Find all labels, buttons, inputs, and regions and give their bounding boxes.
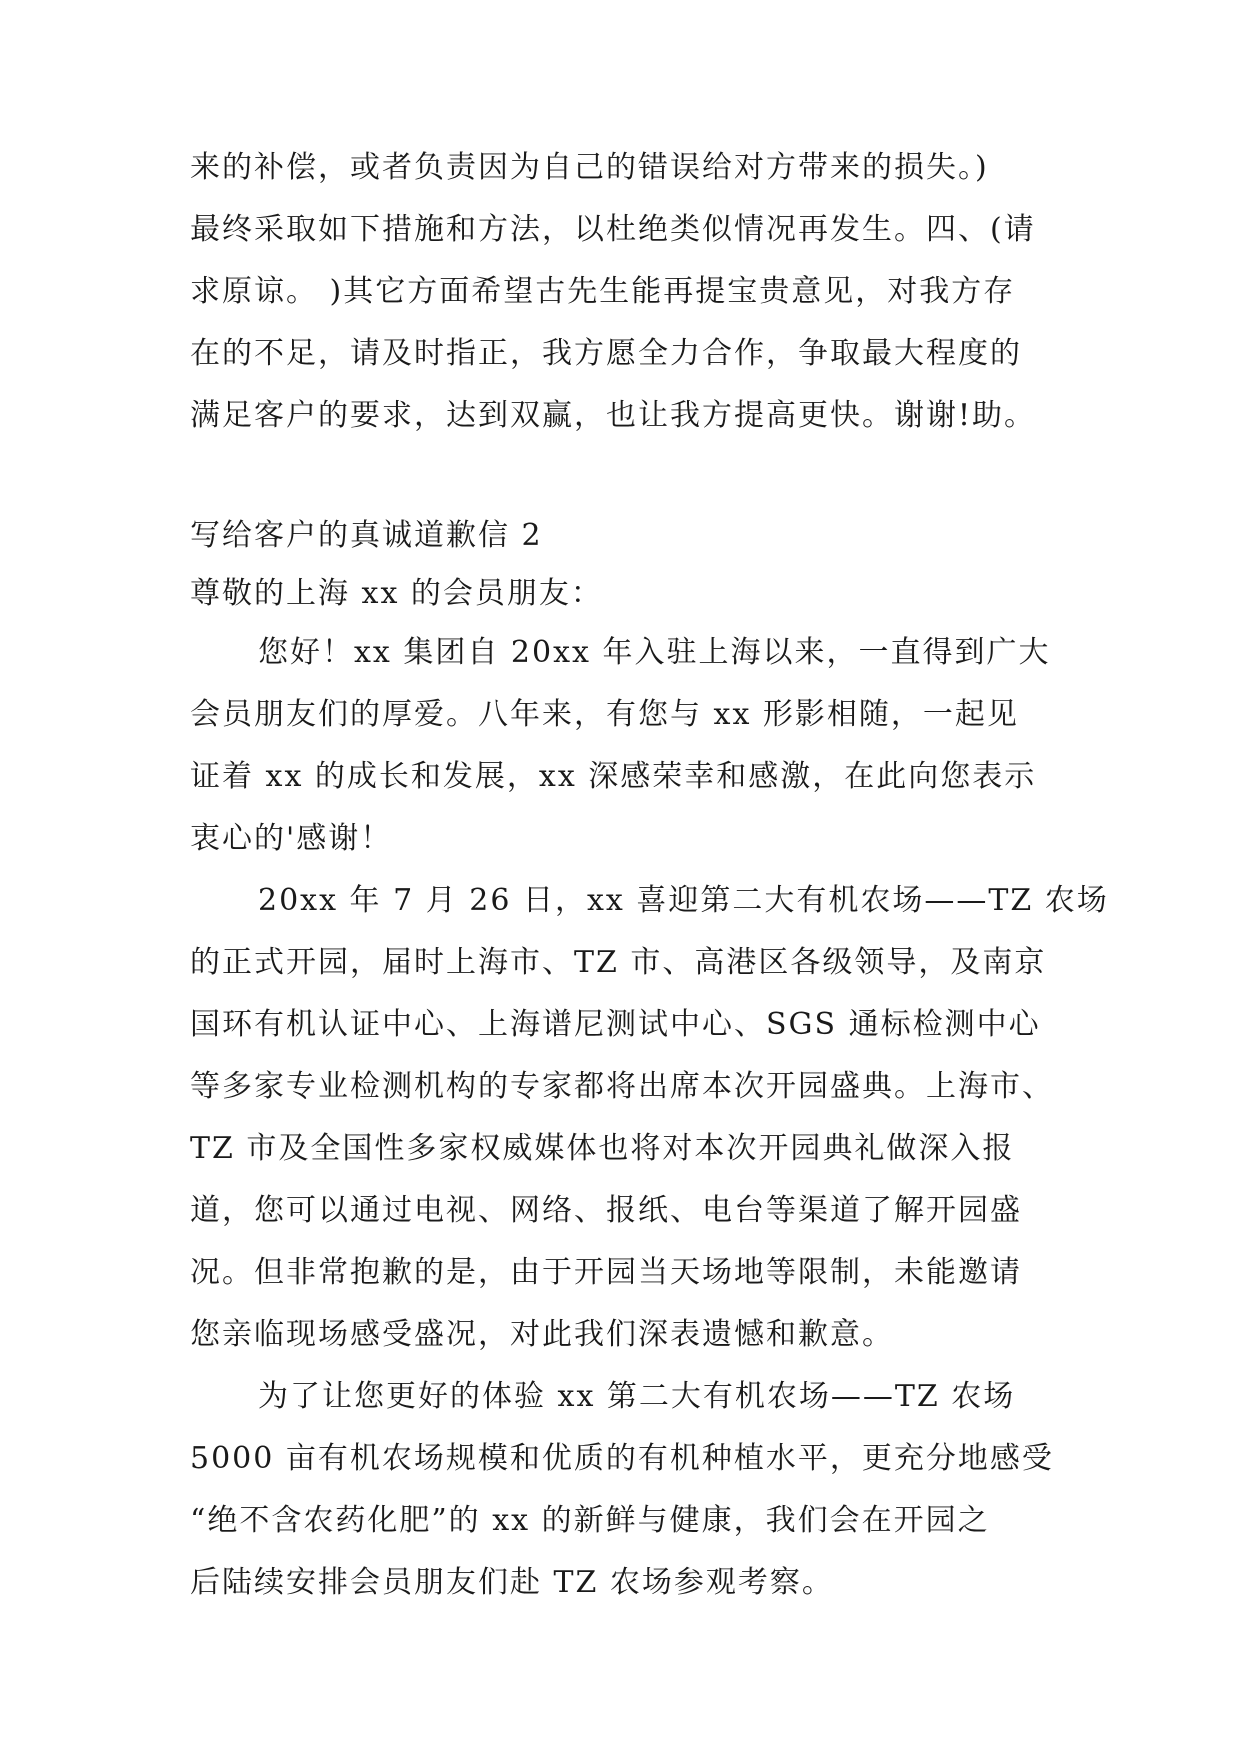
text-line: TZ 市及全国性多家权威媒体也将对本次开园典礼做深入报 [190, 1131, 1015, 1166]
text-line: 道，您可以通过电视、网络、报纸、电台等渠道了解开园盛 [190, 1193, 1022, 1228]
text-line: 会员朋友们的厚爱。八年来，有您与 xx 形影相随，一起见 [190, 697, 1019, 732]
letter-title [190, 505, 1060, 567]
paragraph-farm-visit [190, 1366, 1060, 1614]
text-line: 来的补偿，或者负责因为自己的错误给对方带来的损失。) [190, 150, 989, 185]
text-line: 5000 亩有机农场规模和优质的有机种植水平，更充分地感受 [190, 1441, 1054, 1476]
text-line: 后陆续安排会员朋友们赴 TZ 农场参观考察。 [190, 1565, 834, 1600]
paragraph-greeting [190, 622, 1060, 870]
text-line: 满足客户的要求，达到双赢，也让我方提高更快。谢谢!助。 [190, 398, 1037, 433]
text-line: 等多家专业检测机构的专家都将出席本次开园盛典。上海市、 [190, 1069, 1054, 1104]
text-line: “绝不含农药化肥”的 xx 的新鲜与健康，我们会在开园之 [190, 1503, 990, 1538]
text-line: 您亲临现场感受盛况，对此我们深表遗憾和歉意。 [190, 1317, 894, 1352]
text-line: 的正式开园，届时上海市、TZ 市、高港区各级领导，及南京 [190, 945, 1047, 980]
text-line: 您好！xx 集团自 20xx 年入驻上海以来，一直得到广大 [258, 635, 1051, 670]
text-line: 求原谅。 )其它方面希望古先生能再提宝贵意见，对我方存 [190, 274, 1016, 309]
text-line: 为了让您更好的体验 xx 第二大有机农场——TZ 农场 [258, 1379, 1016, 1414]
text-line: 在的不足，请及时指正，我方愿全力合作，争取最大程度的 [190, 336, 1022, 371]
text-line: 国环有机认证中心、上海谱尼测试中心、SGS 通标检测中心 [190, 1007, 1041, 1042]
text-line: 最终采取如下措施和方法，以杜绝类似情况再发生。四、(请 [190, 212, 1036, 247]
text-line: 衷心的'感谢！ [190, 821, 393, 856]
text-line: 况。但非常抱歉的是，由于开园当天场地等限制，未能邀请 [190, 1255, 1022, 1290]
text-line: 证着 xx 的成长和发展，xx 深感荣幸和感激，在此向您表示 [190, 759, 1037, 794]
intro-paragraph [190, 137, 1060, 447]
letter-title-text: 写给客户的真诚道歉信 2 [190, 518, 543, 553]
salutation-text: 尊敬的上海 xx 的会员朋友： [190, 576, 603, 611]
text-line: 20xx 年 7 月 26 日，xx 喜迎第二大有机农场——TZ 农场 [258, 883, 1109, 918]
salutation [190, 563, 1060, 625]
paragraph-opening-event [190, 870, 1109, 1366]
